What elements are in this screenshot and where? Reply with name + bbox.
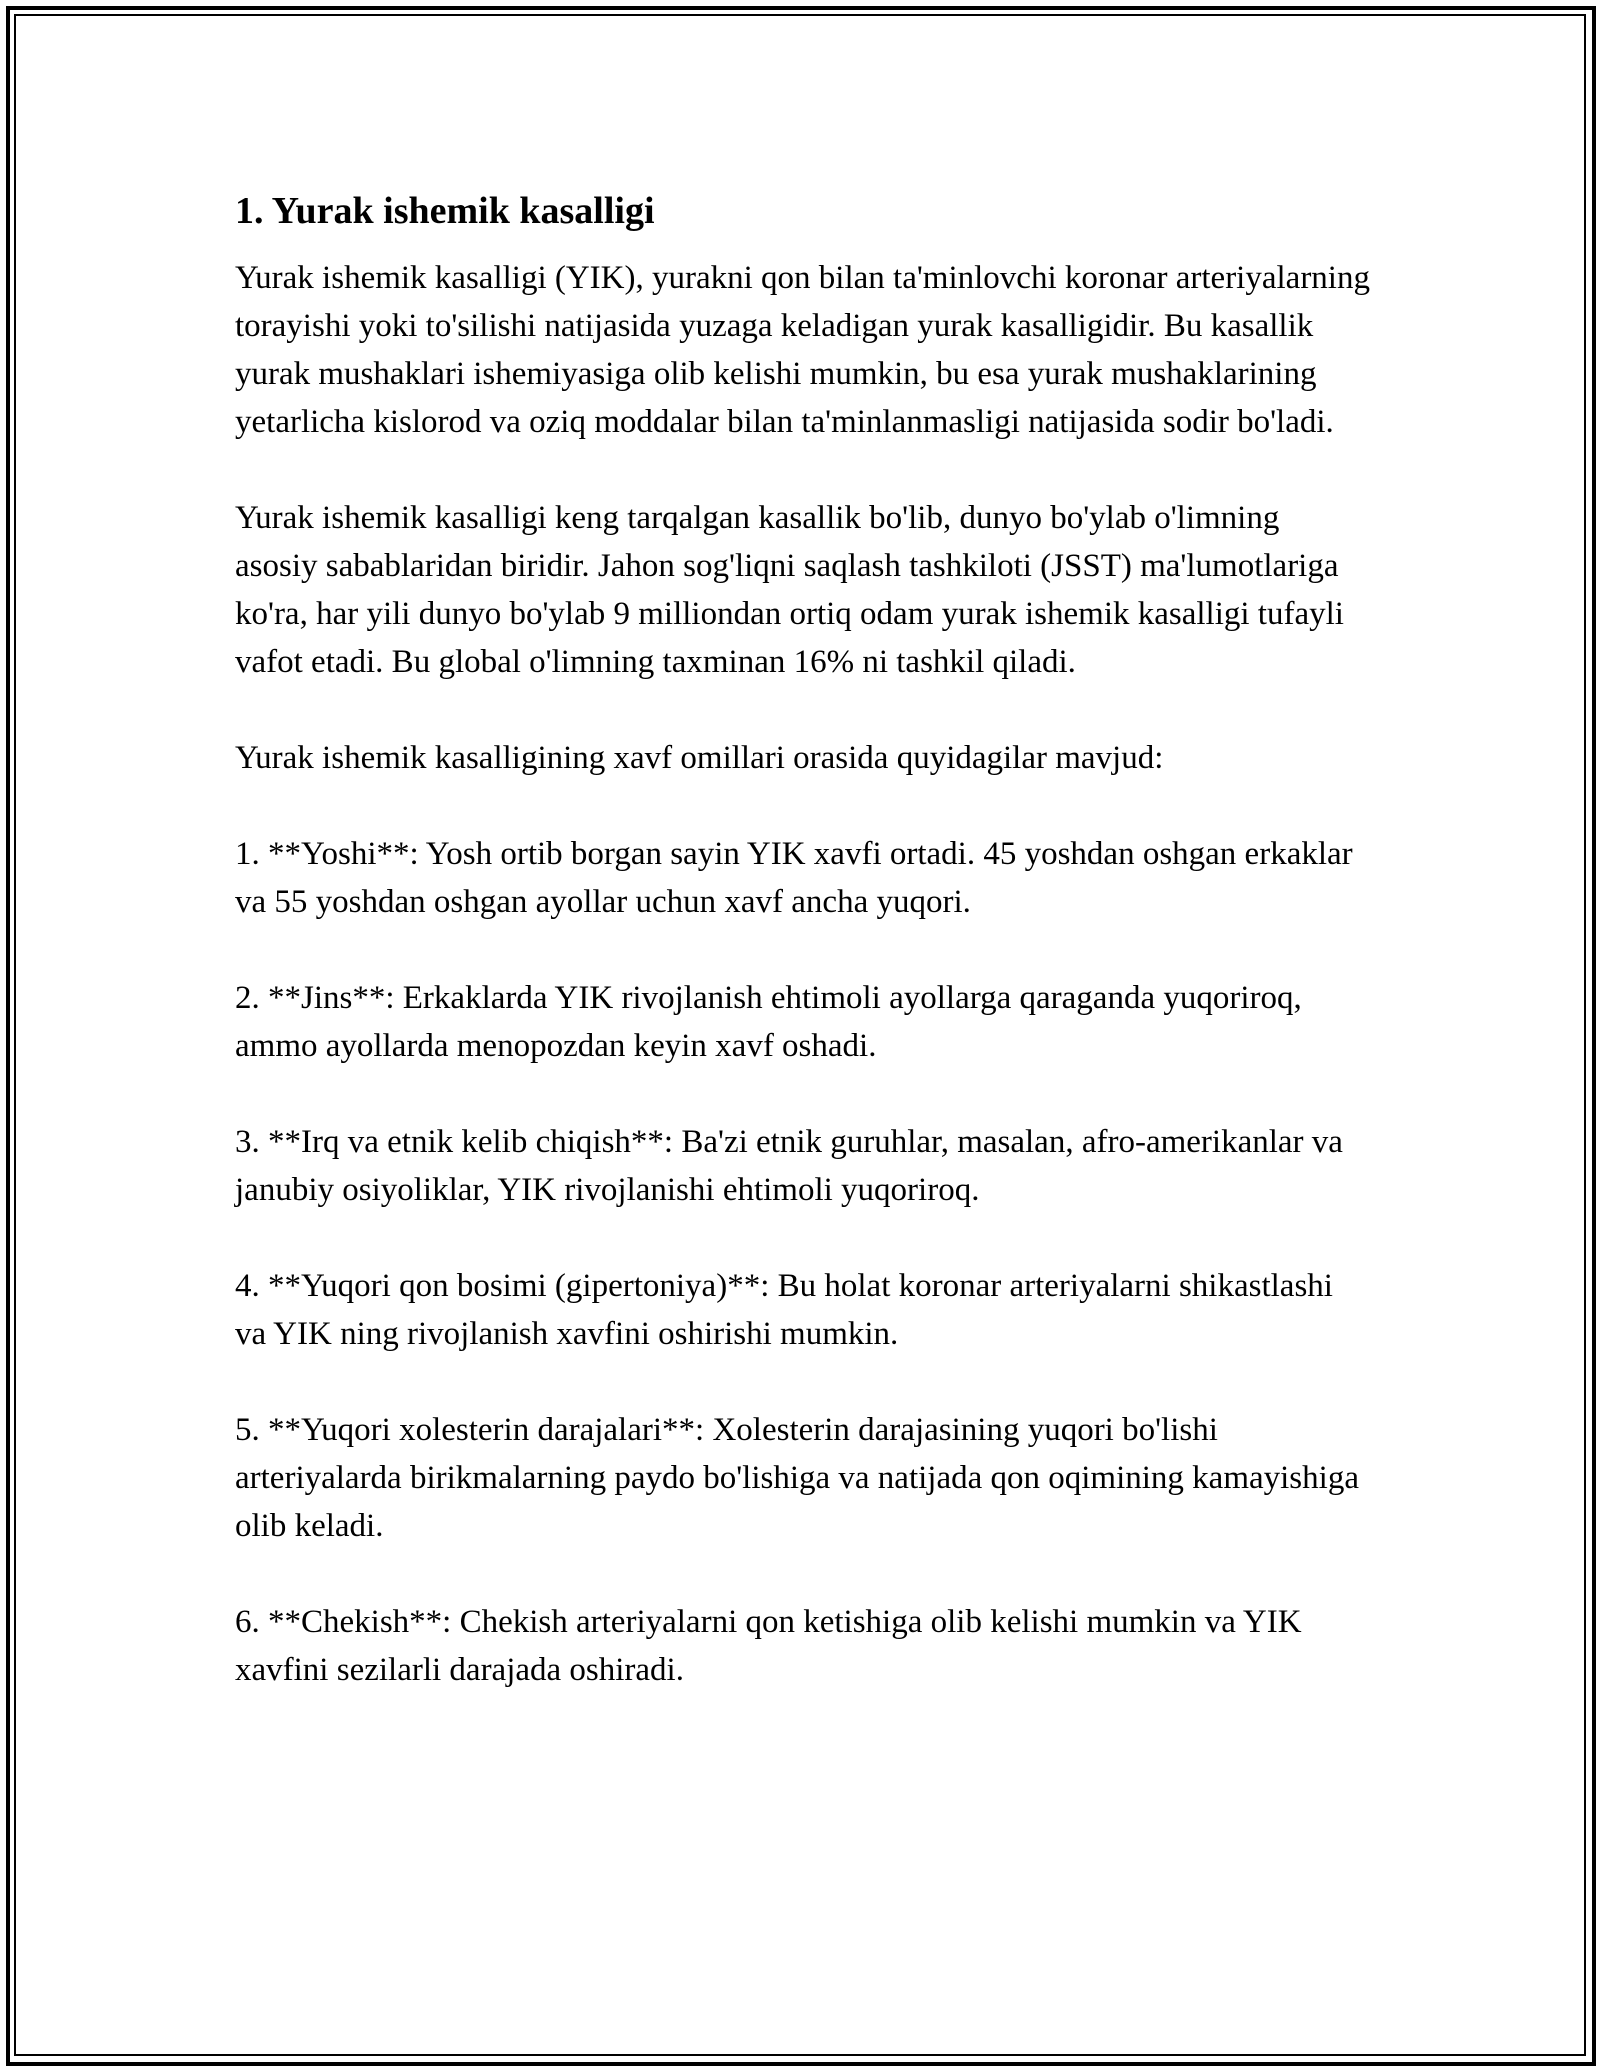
risk-factor-gender: 2. **Jins**: Erkaklarda YIK rivojlanish ehtimoli ayollarga qaraganda yuqoriroq, ammo ayollarda menopozdan keyin xavf oshadi. bbox=[235, 980, 1302, 1064]
document-body bbox=[235, 188, 1370, 1742]
risk-factors-intro: Yurak ishemik kasalligining xavf omillari orasida quyidagilar mavjud: bbox=[235, 740, 1164, 776]
risk-factor-smoking: 6. **Chekish**: Chekish arteriyalarni qon ketishiga olib kelishi mumkin va YIK xavfini sezilarli darajada oshiradi. bbox=[235, 1604, 1302, 1688]
risk-factor-age: 1. **Yoshi**: Yosh ortib borgan sayin YIK xavfi ortadi. 45 yoshdan oshgan erkaklar va 55 yoshdan oshgan ayollar uchun xavf ancha yuqori. bbox=[235, 836, 1353, 920]
risk-factor-ethnicity: 3. **Irq va etnik kelib chiqish**: Ba'zi etnik guruhlar, masalan, afro-amerikanlar va janubiy osiyoliklar, YIK rivojlanishi ehtimoli yuqoriroq. bbox=[235, 1124, 1343, 1208]
section-title: 1. Yurak ishemik kasalligi bbox=[235, 190, 655, 232]
risk-factor-hypertension: 4. **Yuqori qon bosimi (gipertoniya)**: Bu holat koronar arteriyalarni shikastlashi va YIK ning rivojlanish xavfini oshirishi mumkin. bbox=[235, 1268, 1333, 1352]
intro-paragraph: Yurak ishemik kasalligi (YIK), yurakni qon bilan ta'minlovchi koronar arteriyalarning torayishi yoki to'silishi natijasida yuzaga keladigan yurak kasalligidir. Bu kasallik yurak mushaklari ishemiyasiga olib kelishi mumkin, bu esa yurak mushaklarining yetarlicha kislorod va oziq moddalar bilan ta'minlanmasligi natijasida sodir bo'ladi. bbox=[235, 260, 1370, 440]
statistics-paragraph: Yurak ishemik kasalligi keng tarqalgan kasallik bo'lib, dunyo bo'ylab o'limning asosiy sabablaridan biridir. Jahon sog'liqni saqlash tashkiloti (JSST) ma'lumotlariga ko'ra, har yili dunyo bo'ylab 9 milliondan ortiq odam yurak ishemik kasalligi tufayli vafot etadi. Bu global o'limning taxminan 16% ni tashkil qiladi. bbox=[235, 500, 1344, 680]
risk-factor-cholesterol: 5. **Yuqori xolesterin darajalari**: Xolesterin darajasining yuqori bo'lishi arteriyalarda birikmalarning paydo bo'lishiga va natijada qon oqimining kamayishiga olib keladi. bbox=[235, 1412, 1359, 1544]
